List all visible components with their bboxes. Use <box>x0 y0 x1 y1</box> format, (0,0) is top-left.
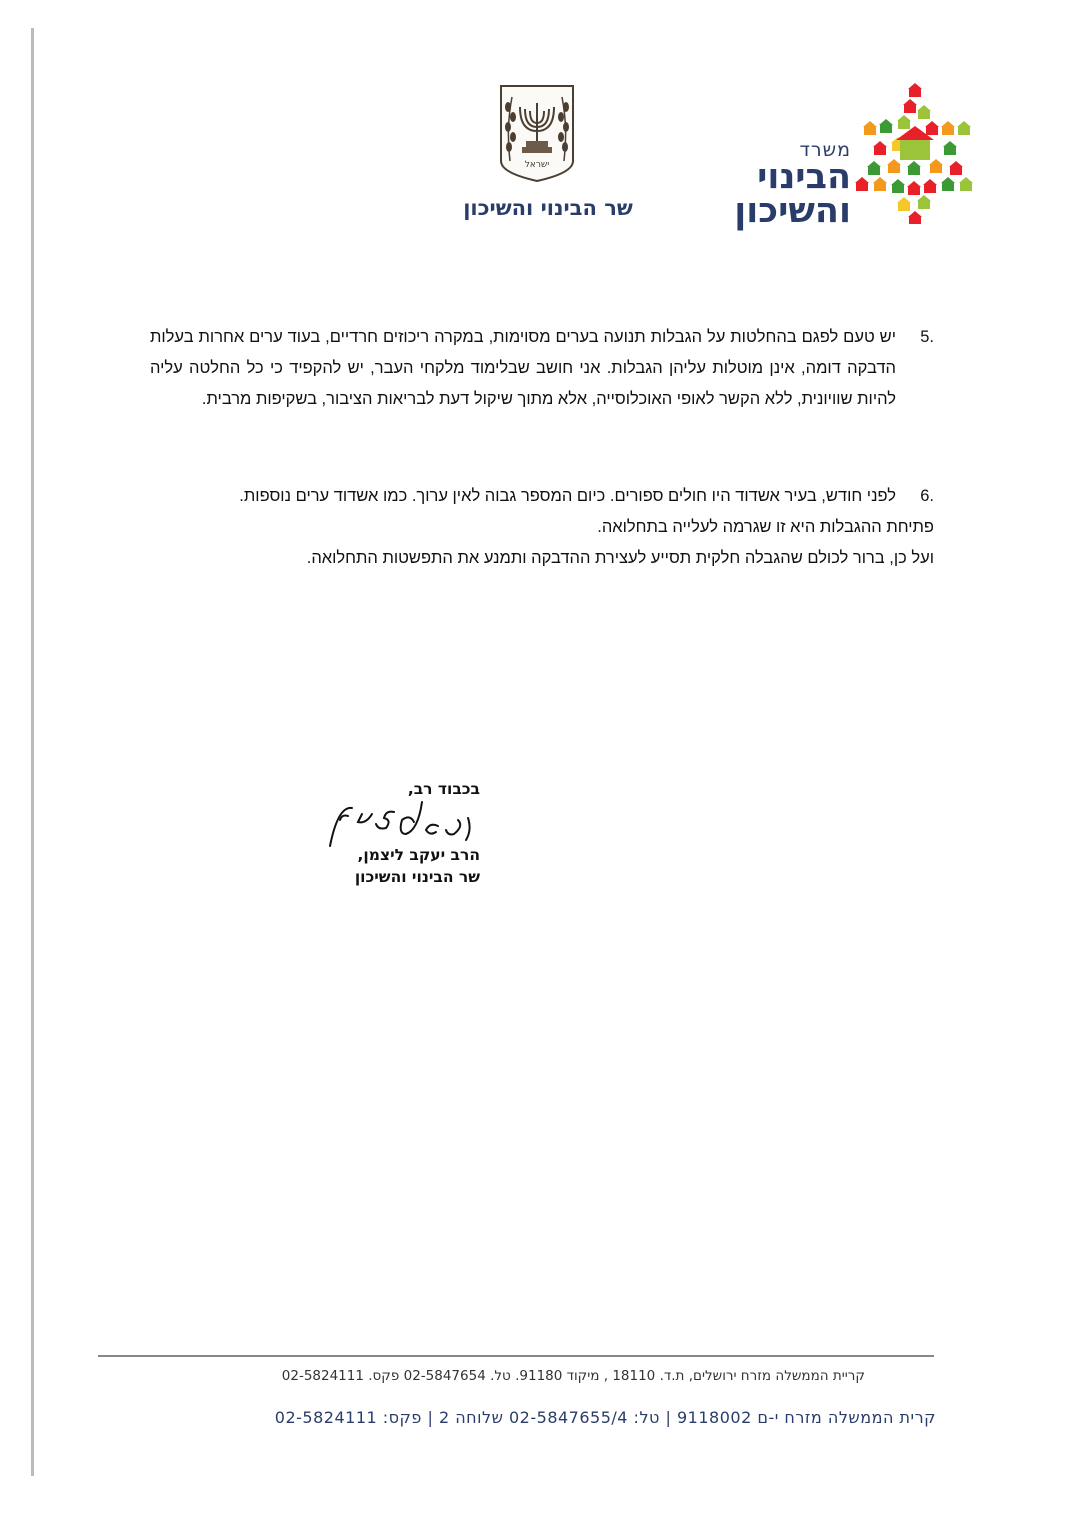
handwritten-signature-icon <box>318 800 488 850</box>
letter-paragraph-6 <box>150 481 934 574</box>
ministry-name <box>705 139 851 231</box>
ministry-name-line1: משרד <box>799 139 851 161</box>
svg-text:ישראל: ישראל <box>524 160 550 170</box>
paragraph-number: 6. <box>920 487 934 505</box>
letter-paragraph-5 <box>150 322 934 415</box>
signer-name: הרב יעקב ליצמן, <box>357 846 480 864</box>
state-emblem-icon <box>498 83 576 183</box>
paragraph-line: לפני חודש, בעיר אשדוד היו חולים ספורים. כיום המספר גבוה לאין ערוך. כמו אשדוד ערים נוספות. <box>239 487 896 505</box>
signer-title: שר הבינוי והשיכון <box>354 868 480 886</box>
paragraph-line: ועל כן, ברור לכולם שהגבלה חלקית תסייע לעצירת ההדבקה ותמנע את התפשטות התחלואה. <box>306 549 934 567</box>
paragraph-line: פתיחת ההגבלות היא זו שגרמה לעלייה בתחלואה. <box>597 518 934 536</box>
ministry-name-line3: והשיכון <box>734 191 851 231</box>
ministry-name-line2: הבינוי <box>757 157 851 197</box>
footer-address-line: קריית הממשלה מזרח ירושלים, ת.ד. 18110 , מיקוד 91180. טל. 02-5847654 פקס. 02-5824111 <box>281 1368 865 1384</box>
minister-title: שר הבינוי והשיכון <box>463 196 633 220</box>
paragraph-number: 5. <box>920 328 934 346</box>
houses-star-logo-icon <box>852 78 978 224</box>
closing-salutation: בכבוד רב, <box>407 780 480 798</box>
paragraph-text: יש טעם לפגם בהחלטות על הגבלות תנועה בערים מסוימות, במקרה ריכוזים חרדיים, בעוד ערים אחרות בעלות הדבקה דומה, אינן מוטלות עליהן הגבלות. אני חושב שבלימוד מלקחי העבר, יש להקפיד כי כל החלטה עליה להיות שוויונית, ללא הקשר לאופי האוכלוסייה, אלא מתוך שיקול דעת לבריאות הציבור, בשקיפות מרבית. <box>150 328 896 408</box>
footer-contact-line: קרית הממשלה מזרח י-ם 9118002 | טל: 02-5847655/4 שלוחה 2 | פקס: 02-5824111 <box>274 1408 936 1427</box>
footer-divider <box>98 1355 934 1357</box>
page-margin-line <box>31 28 34 1476</box>
